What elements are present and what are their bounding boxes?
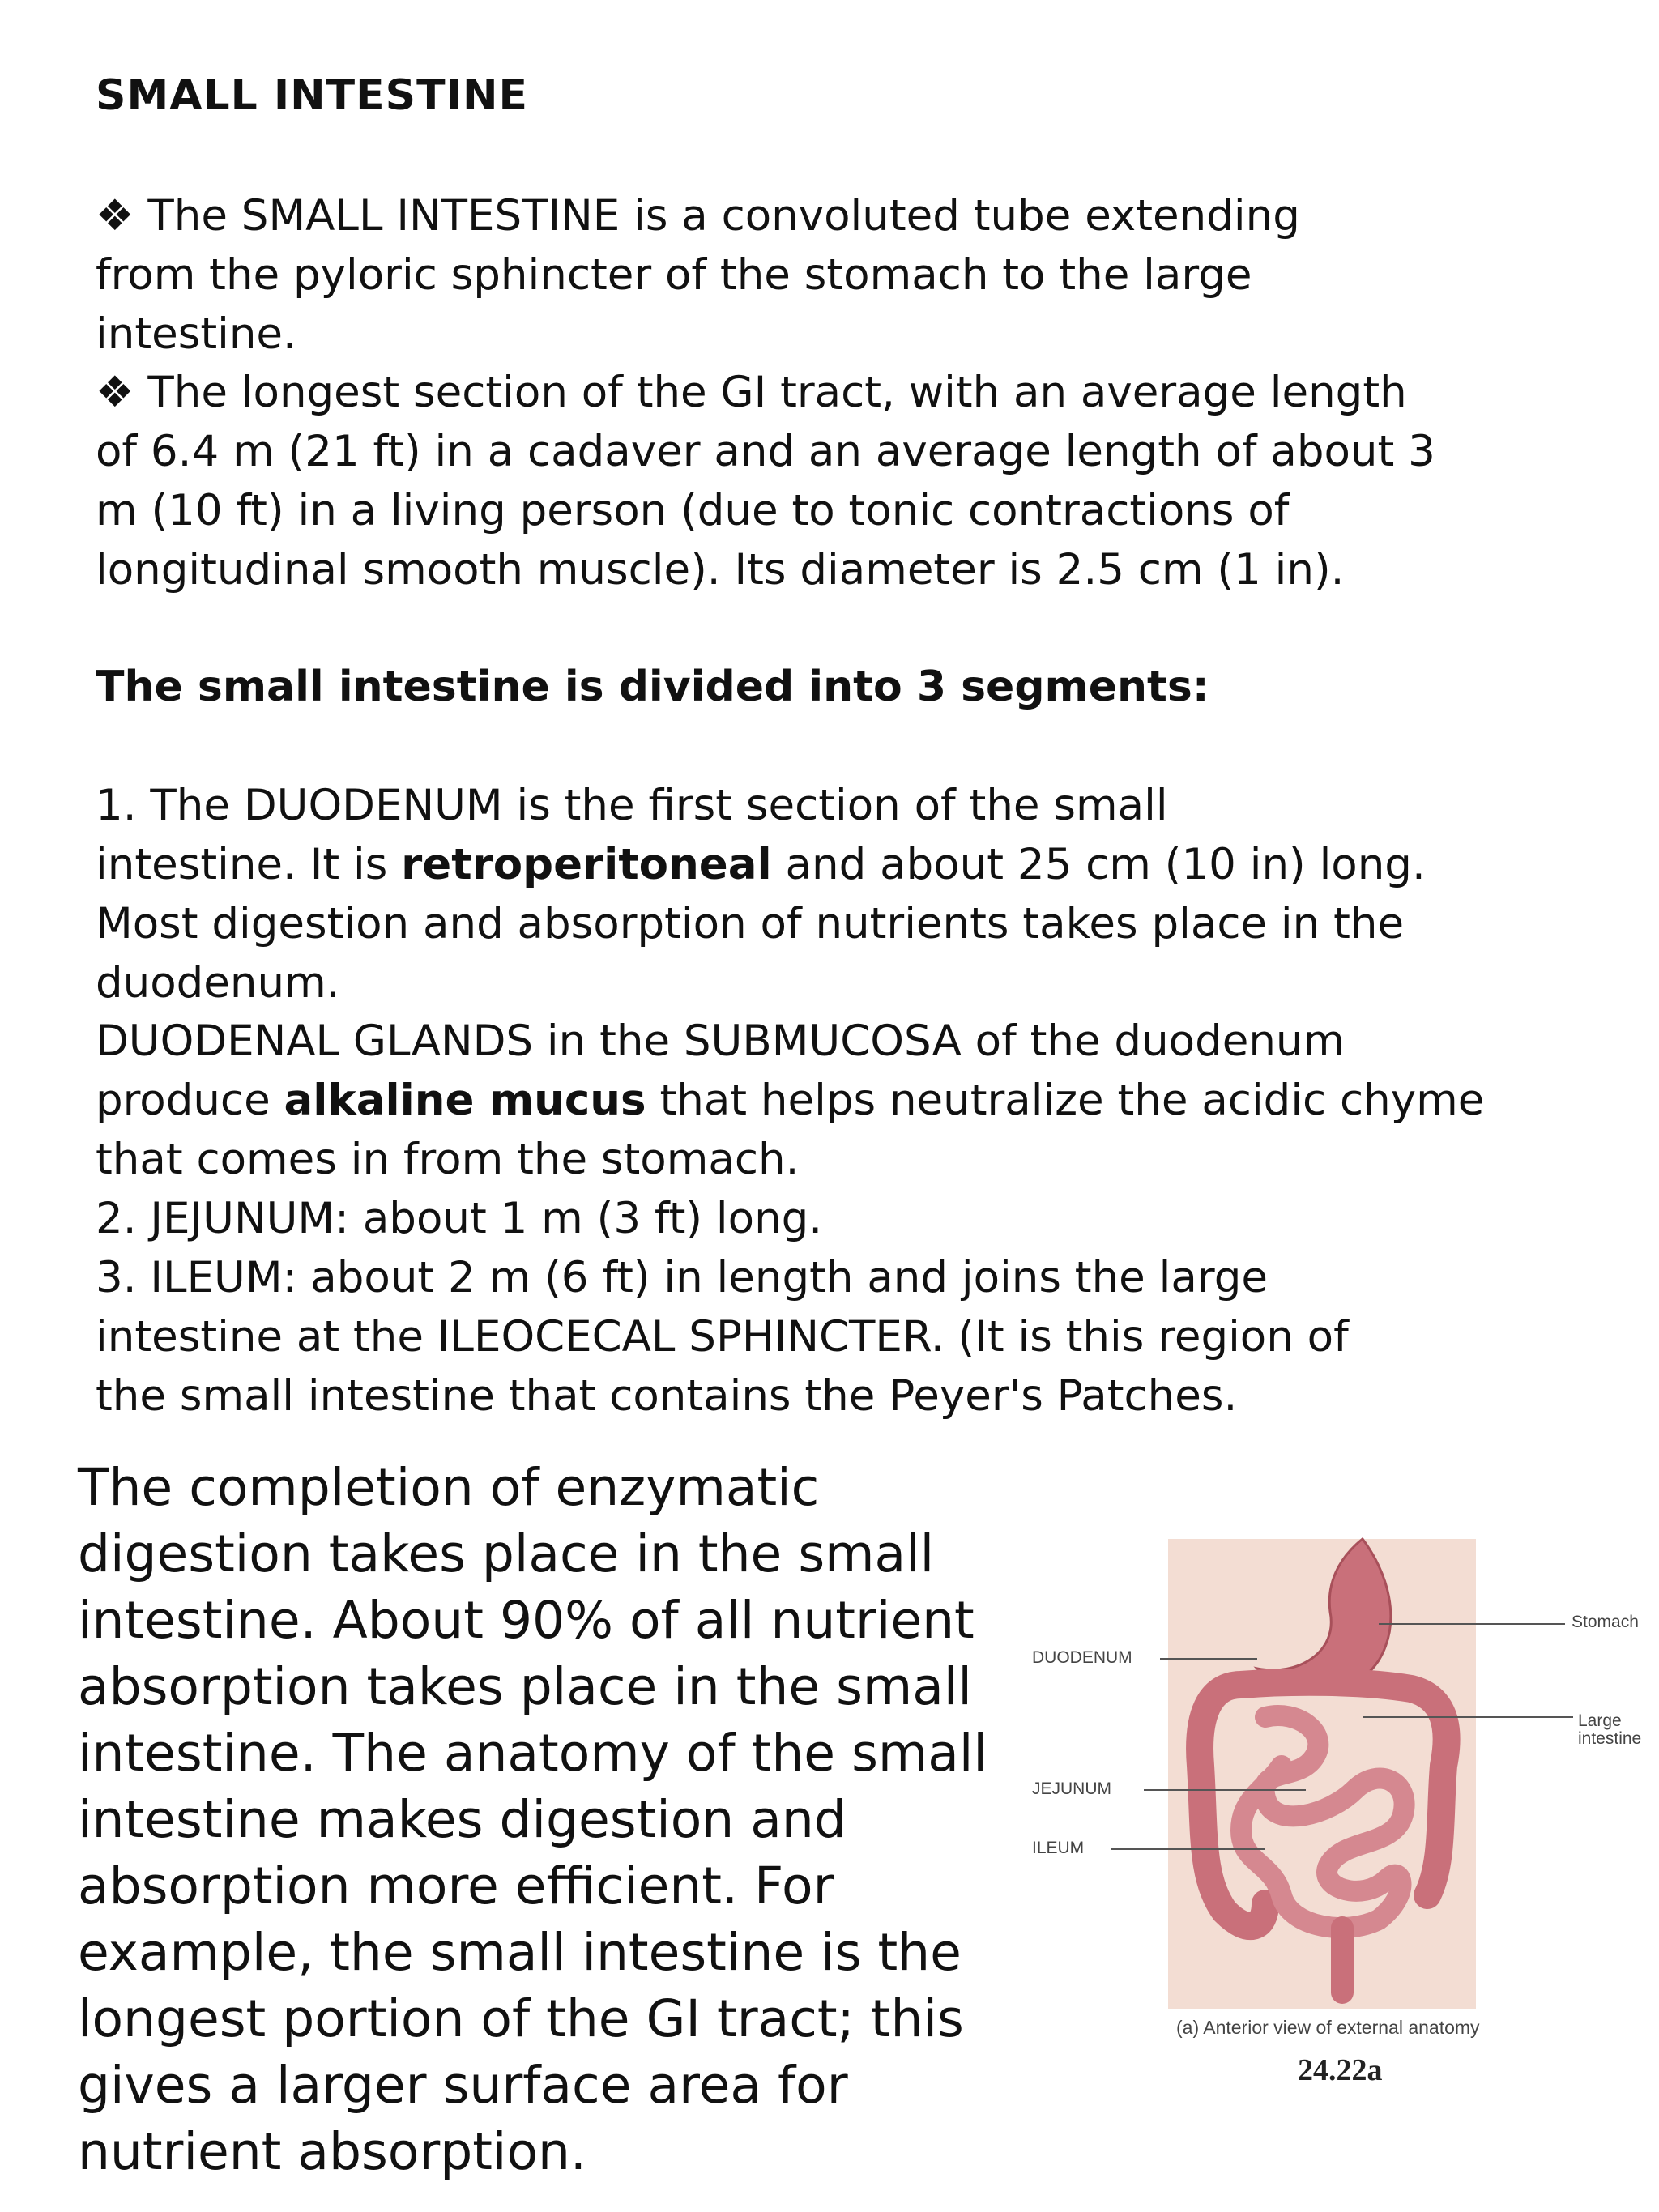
- duodenal-glands-paragraph: [96, 1012, 1554, 1189]
- segments-heading: The small intestine is divided into 3 segments:: [96, 663, 1209, 711]
- duodenum-text-b: and about 25 cm (10 in) long. Most digestion and absorption of nutrients takes place in the duodenum.: [96, 840, 1426, 1008]
- figure-caption: (a) Anterior view of external anatomy: [1176, 2017, 1480, 2038]
- bullet-text-2: The longest section of the GI tract, with an average length of 6.4 m (21 ft) in a cadaver and an average length of about 3 m (10 ft) in a living person (due to tonic contractions of longitudinal smooth muscle). Its diameter is 2.5 cm (1 in).: [96, 368, 1435, 595]
- glands-text-b: that helps neutralize the acidic chyme that comes in from the stomach.: [96, 1076, 1485, 1184]
- digestion-paragraph: The completion of enzymatic digestion takes place in the small intestine. About 90% of all nutrient absorption takes place in the small intestine. The anatomy of the small intestine makes digestion and absorption more efficient. For example, the small intestine is the longest portion of the GI tract; this gives a larger surface area for nutrient absorption.: [78, 1458, 987, 2181]
- segment-duodenum: [96, 776, 1554, 1012]
- bullet-paragraph-2: [96, 363, 1554, 599]
- anatomy-figure: [1022, 1523, 1659, 2187]
- segment-jejunum: 2. JEJUNUM: about 1 m (3 ft) long.: [96, 1194, 823, 1243]
- ileum-label: ILEUM: [1032, 1839, 1085, 1857]
- segment-ileum: 3. ILEUM: about 2 m (6 ft) in length and joins the large intestine at the ILEOCECAL SPHINCTER. (It is this region of the small intestine that contains the Peyer's Patches.: [96, 1253, 1349, 1421]
- bullet-icon: ❖: [96, 368, 134, 417]
- duodenum-label: DUODENUM: [1032, 1648, 1132, 1667]
- figure-number: 24.22a: [1298, 2053, 1383, 2087]
- glands-text-a: DUODENAL GLANDS in the SUBMUCOSA of the duodenum produce: [96, 1016, 1346, 1125]
- page-title: SMALL INTESTINE: [96, 71, 528, 120]
- retroperitoneal-term: retroperitoneal: [401, 840, 772, 889]
- jejunum-label: JEJUNUM: [1032, 1779, 1111, 1798]
- duodenum-text-a: 1. The DUODENUM is the first section of the small intestine. It is: [96, 781, 1168, 889]
- bullet-icon: ❖: [96, 191, 134, 241]
- alkaline-mucus-term: alkaline mucus: [284, 1076, 646, 1125]
- stomach-label: Stomach: [1572, 1613, 1639, 1631]
- bullet-text-1: The SMALL INTESTINE is a convoluted tube extending from the pyloric sphincter of the stomach to the large intestine.: [96, 191, 1300, 359]
- large-intestine-label: Large intestine: [1578, 1711, 1642, 1748]
- bullet-paragraph-1: [96, 186, 1554, 364]
